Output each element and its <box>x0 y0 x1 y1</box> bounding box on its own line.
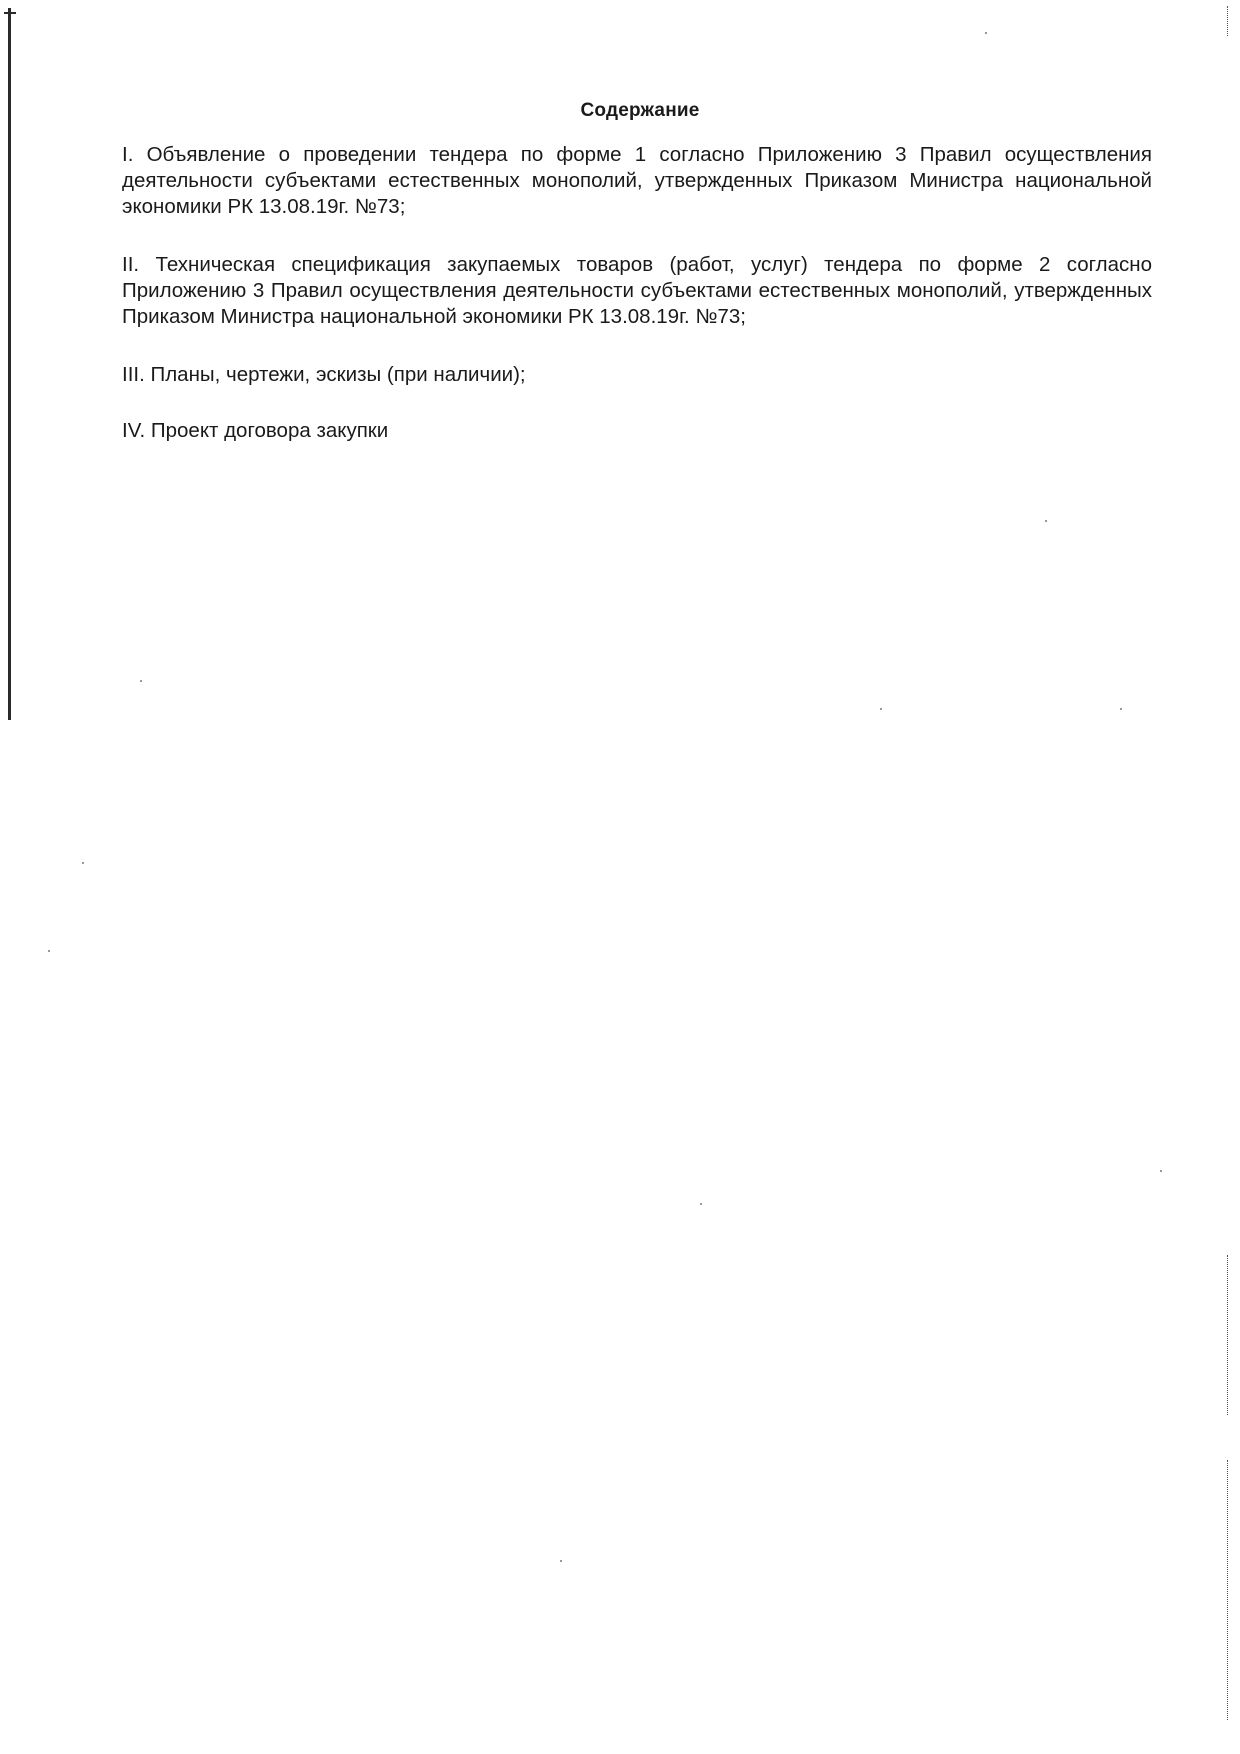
scan-speck <box>1160 1170 1162 1172</box>
scan-speck <box>700 1203 702 1205</box>
contents-item-3: III. Планы, чертежи, эскизы (при наличии); <box>122 363 526 386</box>
margin-mark-top <box>1227 6 1234 36</box>
scan-speck <box>880 708 882 710</box>
margin-mark-bottom <box>1227 1460 1234 1720</box>
margin-mark-middle <box>1227 1255 1234 1415</box>
scan-speck <box>560 1560 562 1562</box>
scan-speck <box>1045 520 1047 522</box>
scan-speck <box>985 32 987 34</box>
contents-item-1: I. Объявление о проведении тендера по форме 1 согласно Приложению 3 Правил осуществления деятельности субъектами естественных монополий, утвержденных Приказом Министра национальной экономики РК 13.08.19г. №73; <box>122 143 1152 218</box>
scan-speck <box>140 680 142 682</box>
page-title: Содержание <box>580 100 700 121</box>
scan-speck <box>48 950 50 952</box>
scan-speck <box>82 862 84 864</box>
contents-item-4: IV. Проект договора закупки <box>122 419 389 442</box>
scan-speck <box>1120 708 1122 710</box>
contents-item-2: II. Техническая спецификация закупаемых товаров (работ, услуг) тендера по форме 2 согласно Приложению 3 Правил осуществления деятельности субъектами естественных монополий, утвержденных Приказом Министра национальной экономики РК 13.08.19г. №73; <box>122 253 1152 328</box>
binding-edge-tick <box>4 12 16 14</box>
